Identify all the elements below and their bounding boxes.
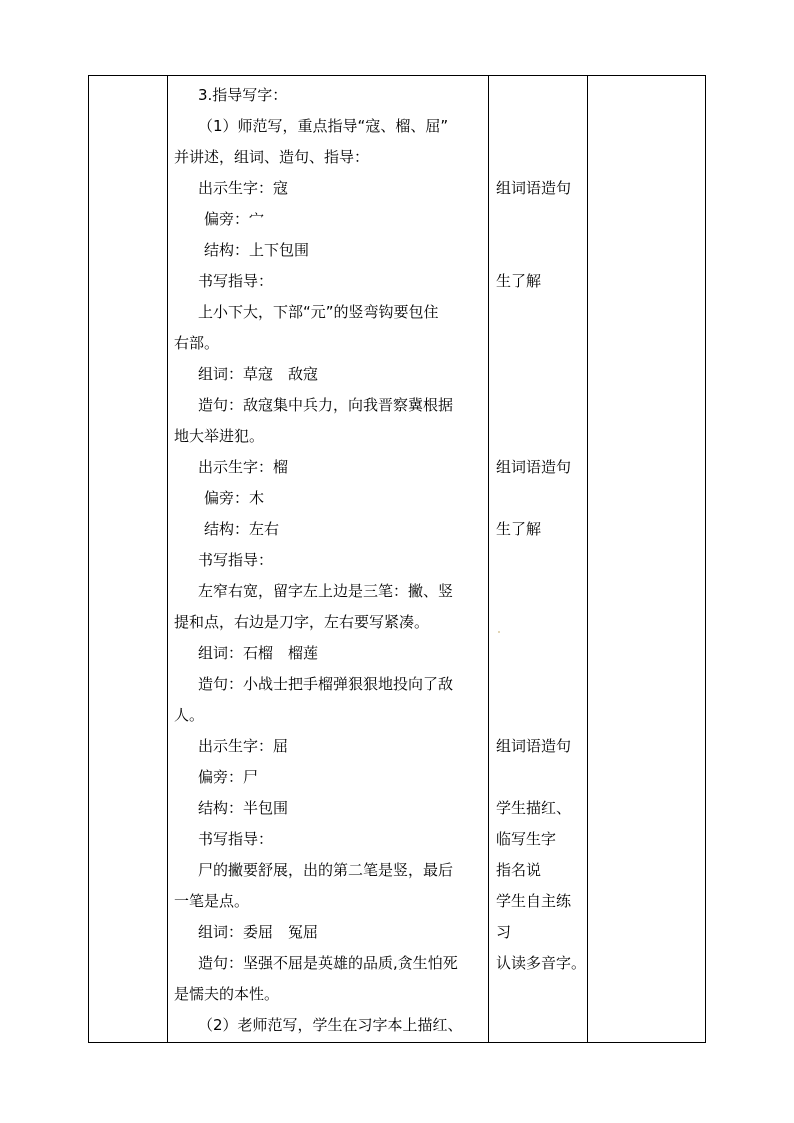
content-line: 人。 [174, 706, 205, 724]
note-line: 临写生字 [496, 830, 557, 848]
column-divider [167, 76, 168, 1042]
note-line: 组词语造句 [496, 737, 572, 755]
content-line: 偏旁：尸 [198, 768, 259, 786]
note-line: 组词语造句 [496, 179, 572, 197]
content-line: 出示生字：寇 [198, 179, 289, 197]
speck-mark [498, 631, 500, 633]
content-line: 偏旁：宀 [204, 210, 265, 228]
content-line: 书写指导： [198, 830, 274, 848]
note-line: 认读多音字。 [496, 954, 587, 972]
content-line: 上小下大，下部“元”的竖弯钩要包住 [198, 303, 439, 321]
column-divider [587, 76, 588, 1042]
content-line: 偏旁：木 [204, 489, 265, 507]
content-line: 结构：上下包围 [204, 241, 310, 259]
content-line: 结构：半包围 [198, 799, 289, 817]
content-line: 书写指导： [198, 272, 274, 290]
lesson-plan-table [88, 75, 706, 1043]
content-line: 并讲述，组词、造句、指导： [174, 148, 370, 166]
content-line: 一笔是点。 [174, 892, 250, 910]
content-line: （1）师范写，重点指导“寇、榴、屈” [198, 117, 449, 135]
content-line: 出示生字：榴 [198, 458, 289, 476]
content-line: 尸的撇要舒展，出的第二笔是竖，最后 [198, 861, 454, 879]
content-line: 结构：左右 [204, 520, 280, 538]
content-line: 3.指导写字： [198, 86, 288, 104]
content-line: 提和点，右边是刀字，左右要写紧凑。 [174, 613, 430, 631]
content-line: 书写指导： [198, 551, 274, 569]
note-line: 生了解 [496, 272, 542, 290]
content-line: （2）老师范写，学生在习字本上描红、 [198, 1016, 463, 1034]
content-line: 造句：敌寇集中兵力，向我晋察冀根据 [198, 396, 454, 414]
content-line: 右部。 [174, 334, 220, 352]
note-line: 学生描红、 [496, 799, 572, 817]
content-line: 组词：草寇 敌寇 [198, 365, 319, 383]
content-line: 组词：委屈 冤屈 [198, 923, 319, 941]
note-line: 生了解 [496, 520, 542, 538]
content-line: 左窄右宽，留字左上边是三笔：撇、竖 [198, 582, 454, 600]
note-line: 习 [496, 923, 512, 941]
content-line: 组词：石榴 榴莲 [198, 644, 319, 662]
content-line: 造句：小战士把手榴弹狠狠地投向了敌 [198, 675, 454, 693]
note-line: 组词语造句 [496, 458, 572, 476]
content-line: 地大举进犯。 [174, 427, 265, 445]
content-line: 是懦夫的本性。 [174, 985, 280, 1003]
content-line: 造句：坚强不屈是英雄的品质,贪生怕死 [198, 954, 458, 972]
note-line: 学生自主练 [496, 892, 572, 910]
column-divider [488, 76, 489, 1042]
note-line: 指名说 [496, 861, 542, 879]
content-line: 出示生字：屈 [198, 737, 289, 755]
